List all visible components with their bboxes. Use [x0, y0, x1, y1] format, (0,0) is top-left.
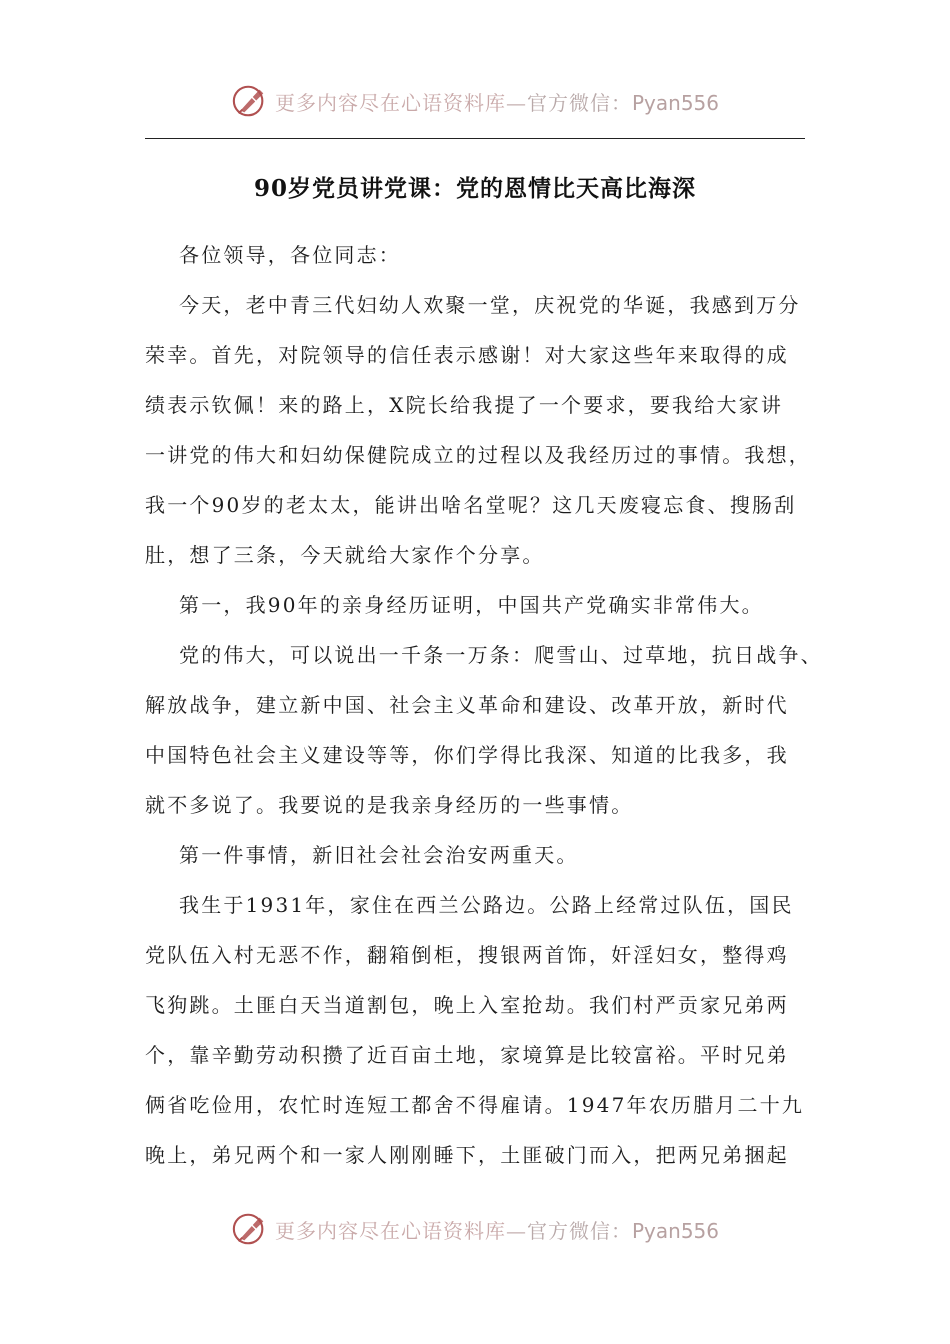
quill-logo-icon: [231, 1210, 269, 1248]
quill-logo-icon: [231, 82, 269, 120]
body-line-9: 党的伟大，可以说出一千条一万条：爬雪山、过草地，抗日战争、: [179, 643, 823, 667]
watermark-wechat-id: Pyan556: [631, 1218, 719, 1243]
document-body: [145, 236, 823, 1186]
watermark-separator: —: [505, 90, 527, 115]
body-line-19: 晚上，弟兄两个和一家人刚刚睡下，土匪破门而入，把两兄弟捆起: [145, 1143, 789, 1167]
body-line-18: 俩省吃俭用，农忙时连短工都舍不得雇请。1947年农历腊月二十九: [145, 1093, 805, 1117]
watermark-separator: —: [505, 1218, 527, 1243]
header-divider: [145, 138, 805, 139]
body-line-5: 一讲党的伟大和妇幼保健院成立的过程以及我经历过的事情。我想，: [145, 443, 811, 467]
watermark-text: [275, 1215, 719, 1244]
watermark-site: 更多内容尽在心语资料库: [274, 1218, 506, 1243]
body-line-1: 各位领导，各位同志：: [179, 243, 401, 267]
watermark-label: 官方微信：: [526, 1218, 632, 1243]
watermark-label: 官方微信：: [526, 90, 632, 115]
body-line-2: 今天，老中青三代妇幼人欢聚一堂，庆祝党的华诞，我感到万分: [179, 293, 801, 317]
watermark-wechat-id: Pyan556: [631, 90, 719, 115]
body-line-17: 个，靠辛勤劳动积攒了近百亩土地，家境算是比较富裕。平时兄弟: [145, 1043, 789, 1067]
body-line-4: 绩表示钦佩！来的路上，X院长给我提了一个要求，要我给大家讲: [145, 393, 784, 417]
body-line-8: 第一，我90年的亲身经历证明，中国共产党确实非常伟大。: [179, 593, 764, 617]
body-line-7: 肚，想了三条，今天就给大家作个分享。: [145, 543, 545, 567]
watermark-site: 更多内容尽在心语资料库: [274, 90, 506, 115]
body-line-16: 飞狗跳。土匪白天当道割包，晚上入室抢劫。我们村严贡家兄弟两: [145, 993, 789, 1017]
header-watermark: [0, 82, 950, 120]
body-line-11: 中国特色社会主义建设等等，你们学得比我深、知道的比我多，我: [145, 743, 789, 767]
body-line-12: 就不多说了。我要说的是我亲身经历的一些事情。: [145, 793, 634, 817]
body-line-15: 党队伍入村无恶不作，翻箱倒柜，搜银两首饰，奸淫妇女，整得鸡: [145, 943, 789, 967]
watermark-text: [275, 87, 719, 116]
body-line-10: 解放战争，建立新中国、社会主义革命和建设、改革开放，新时代: [145, 693, 789, 717]
body-line-13: 第一件事情，新旧社会社会治安两重天。: [179, 843, 579, 867]
body-line-14: 我生于1931年，家住在西兰公路边。公路上经常过队伍，国民: [179, 893, 794, 917]
body-line-6: 我一个90岁的老太太，能讲出啥名堂呢？这几天废寝忘食、搜肠刮: [145, 493, 797, 517]
document-title: 90岁党员讲党课：党的恩情比天高比海深: [253, 175, 696, 202]
body-line-3: 荣幸。首先，对院领导的信任表示感谢！对大家这些年来取得的成: [145, 343, 789, 367]
footer-watermark: [0, 1210, 950, 1248]
